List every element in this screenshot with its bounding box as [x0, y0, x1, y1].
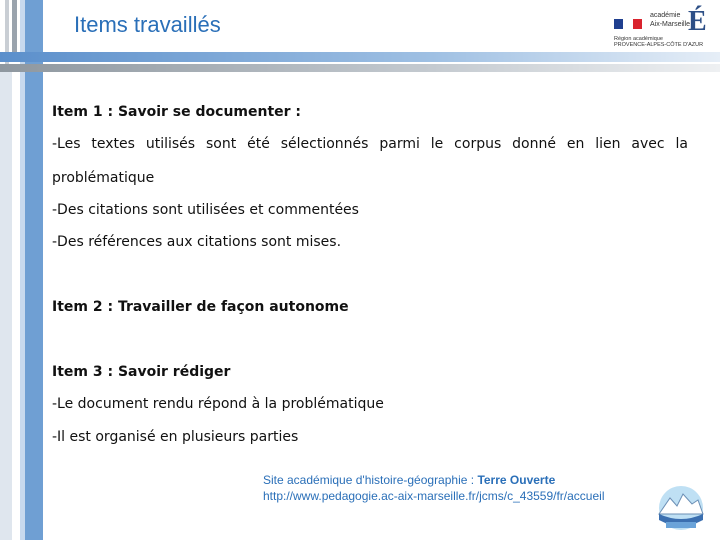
- item1-heading: Item 1 : Savoir se documenter :: [52, 104, 302, 120]
- footer-site-link[interactable]: Terre Ouverte: [477, 473, 556, 487]
- item3-heading: Item 3 : Savoir rédiger: [52, 364, 231, 380]
- item1-text-line: -Les textes utilisés sont été sélectionnés parmi le corpus donné en lien avec la: [52, 136, 688, 152]
- header-divider: [0, 52, 720, 62]
- item1-text-line: problématique: [52, 170, 155, 186]
- item2-heading: Item 2 : Travailler de façon autonome: [52, 299, 349, 315]
- item3-text-line: -Il est organisé en plusieurs parties: [52, 429, 299, 445]
- logo-text-academie: académie: [650, 12, 681, 19]
- logo-letter: É: [688, 6, 707, 37]
- footer-url-link[interactable]: http://www.pedagogie.ac-aix-marseille.fr/jcms/c_43559/fr/accueil: [263, 489, 605, 503]
- logo-region: Région académique PROVENCE-ALPES-CÔTE D'AZUR: [614, 36, 704, 48]
- footer-site-line: [263, 472, 604, 488]
- slide-title: Items travaillés: [74, 12, 221, 37]
- decorative-bar: [0, 68, 12, 540]
- item1-text-line: -Des citations sont utilisées et commentées: [52, 202, 359, 218]
- decorative-bar: [25, 0, 43, 540]
- terre-ouverte-logo-icon: [652, 484, 710, 536]
- french-flag-icon: [614, 16, 642, 26]
- footer: [263, 472, 604, 504]
- footer-prefix: Site académique d'histoire-géographie :: [263, 473, 478, 487]
- decorative-bar: [12, 0, 17, 58]
- academie-logo: [612, 6, 712, 52]
- item3-text-line: -Le document rendu répond à la problématique: [52, 396, 384, 412]
- item1-text-line: -Des références aux citations sont mises.: [52, 234, 342, 250]
- header-divider: [0, 64, 720, 72]
- logo-text-city: Aix-Marseille: [650, 21, 691, 28]
